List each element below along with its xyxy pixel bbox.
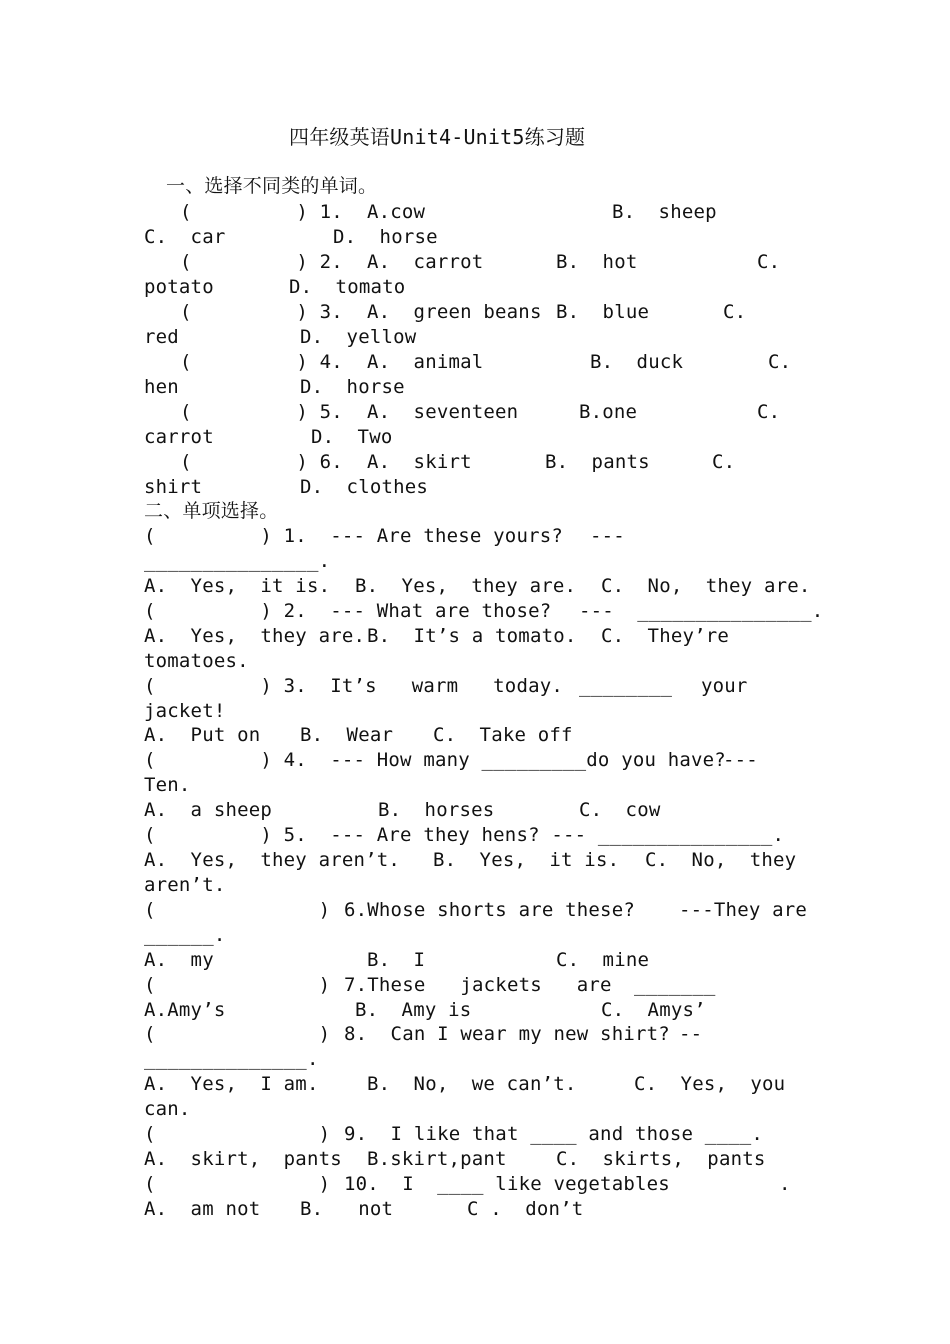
s2-q3-question: ( ) 3. It’s warm today. — [144, 675, 564, 697]
s2-q3-option-b: B. Wear — [300, 724, 394, 746]
s1-q3-option-c-label: C. — [723, 301, 747, 323]
s2-q6-option-c: C. mine — [556, 949, 650, 971]
s2-q1-option-c: C. No, they are. — [601, 575, 811, 597]
s1-q4-option-c-label: C. — [768, 351, 792, 373]
s2-q10-option-a: A. am not — [144, 1198, 261, 1220]
s1-q2-option-d: D. tomato — [289, 276, 406, 298]
s2-q7-question: 7.These jackets are — [344, 974, 612, 996]
s1-q1-option-c: C. car — [144, 226, 226, 248]
s1-q3-option-a: A. green beans — [367, 301, 542, 323]
s2-q1-option-a: A. Yes, it is. — [144, 575, 331, 597]
s2-q1-question: ( ) 1. --- Are these yours? — [144, 525, 564, 547]
s2-q6-question: 6.Whose shorts are these? — [344, 899, 635, 921]
s1-q5-option-a: A. seventeen — [367, 401, 519, 423]
s1-q5-option-b: B.one — [579, 401, 638, 423]
s2-q10-blank: ( ) — [144, 1173, 331, 1195]
s1-q6-option-a: A. skirt — [367, 451, 472, 473]
s1-q6-option-c-label: C. — [712, 451, 736, 473]
s2-q10-question: 10. I ____ like vegetables — [344, 1173, 670, 1195]
s2-q6-answer-blank: ______. — [144, 924, 226, 946]
s2-q5-option-b: B. Yes, it is. — [433, 849, 620, 871]
s2-q7-option-b: B. Amy is — [355, 999, 472, 1021]
s2-q8-option-b: B. No, we can’t. — [367, 1073, 577, 1095]
s1-q5-blank: ( ) 5. — [180, 401, 343, 423]
s1-q1-option-b: B. sheep — [612, 201, 717, 223]
s2-q5-question: ( ) 5. --- Are they hens? --- _______________. — [144, 824, 785, 846]
s1-q5-option-d: D. Two — [311, 426, 393, 448]
s1-q2-option-c: potato — [144, 276, 214, 298]
s2-q2-option-c: C. They’re — [601, 625, 730, 647]
section-2-heading: 二、单项选择。 — [144, 500, 279, 522]
s2-q6-option-b: B. I — [367, 949, 426, 971]
s2-q2-question: ( ) 2. --- What are those? — [144, 600, 552, 622]
section-1-heading: 一、选择不同类的单词。 — [166, 175, 378, 197]
s1-q3-blank: ( ) 3. — [180, 301, 343, 323]
s1-q6-option-d: D. clothes — [300, 476, 429, 498]
s2-q4-option-c: C. cow — [579, 799, 661, 821]
s1-q2-option-a: A. carrot — [367, 251, 484, 273]
s1-q1-blank: ( ) 1. — [180, 201, 343, 223]
s2-q9-option-b: B.skirt,pant — [367, 1148, 507, 1170]
s1-q3-option-b: B. blue — [556, 301, 650, 323]
s1-q6-option-c: shirt — [144, 476, 203, 498]
s2-q3-option-a: A. Put on — [144, 724, 261, 746]
s2-q8-option-c-cont: can. — [144, 1098, 191, 1120]
s2-q10-option-b: B. not — [300, 1198, 394, 1220]
s2-q6-answer: ---They are — [679, 899, 808, 921]
s1-q2-blank: ( ) 2. — [180, 251, 343, 273]
s2-q9-option-c: C. skirts, pants — [556, 1148, 766, 1170]
s1-q5-option-c: carrot — [144, 426, 214, 448]
s2-q9-question: 9. I like that ____ and those ____. — [344, 1123, 764, 1145]
s2-q7-blank: ( ) — [144, 974, 331, 996]
s2-q5-option-c: C. No, they — [645, 849, 797, 871]
s2-q8-option-c: C. Yes, you — [634, 1073, 786, 1095]
s2-q9-blank: ( ) — [144, 1123, 331, 1145]
s2-q2-answer-blank: --- _______________. — [579, 600, 824, 622]
s1-q2-option-b: B. hot — [556, 251, 638, 273]
s2-q5-option-c-cont: aren’t. — [144, 874, 226, 896]
s2-q3-option-c: C. Take off — [433, 724, 573, 746]
s1-q1-option-d: D. horse — [333, 226, 438, 248]
s2-q8-option-a: A. Yes, I am. — [144, 1073, 319, 1095]
s1-q6-blank: ( ) 6. — [180, 451, 343, 473]
s1-q4-option-b: B. duck — [590, 351, 684, 373]
s1-q4-blank: ( ) 4. — [180, 351, 343, 373]
s1-q3-option-c: red — [144, 326, 179, 348]
s2-q2-option-c-cont: tomatoes. — [144, 650, 249, 672]
s1-q4-option-a: A. animal — [367, 351, 484, 373]
s2-q7-option-c: C. Amys’ — [601, 999, 706, 1021]
s2-q5-option-a: A. Yes, they aren’t. — [144, 849, 401, 871]
s2-q7-option-a: A.Amy’s — [144, 999, 226, 1021]
s2-q3-question-end: jacket! — [144, 700, 226, 722]
s2-q8-dash: -- — [679, 1023, 703, 1045]
s1-q4-option-c: hen — [144, 376, 179, 398]
s2-q4-dash: --- — [723, 749, 758, 771]
s2-q1-answer-blank: _______________. — [144, 550, 331, 572]
s2-q4-question: ( ) 4. --- How many _________do you have? — [144, 749, 726, 771]
s2-q8-blank: ( ) — [144, 1023, 331, 1045]
s2-q2-option-a: A. Yes, they are. — [144, 625, 366, 647]
s2-q4-answer: Ten. — [144, 774, 191, 796]
s2-q10-option-c: C . don’t — [467, 1198, 584, 1220]
s2-q9-option-a: A. skirt, pants — [144, 1148, 342, 1170]
s2-q1-dash: --- — [590, 525, 625, 547]
s2-q7-answer-blank: _______ — [634, 974, 716, 996]
s1-q6-option-b: B. pants — [545, 451, 650, 473]
s1-q2-option-c-label: C. — [757, 251, 781, 273]
s1-q1-option-a: A.cow — [367, 201, 426, 223]
s2-q8-question: 8. Can I wear my new shirt? — [344, 1023, 670, 1045]
s1-q5-option-c-label: C. — [757, 401, 781, 423]
s1-q3-option-d: D. yellow — [300, 326, 417, 348]
s2-q3-blank: ________ — [579, 675, 673, 697]
s2-q6-blank: ( ) — [144, 899, 331, 921]
s2-q4-option-b: B. horses — [378, 799, 495, 821]
s2-q3-question-cont: your — [701, 675, 748, 697]
s2-q8-answer-blank: ______________. — [144, 1048, 319, 1070]
s2-q1-option-b: B. Yes, they are. — [355, 575, 577, 597]
s2-q2-option-b: B. It’s a tomato. — [367, 625, 577, 647]
s2-q4-option-a: A. a sheep — [144, 799, 273, 821]
page-title: 四年级英语Unit4-Unit5练习题 — [289, 125, 586, 149]
s2-q10-period: . — [779, 1173, 791, 1195]
s1-q4-option-d: D. horse — [300, 376, 405, 398]
s2-q6-option-a: A. my — [144, 949, 214, 971]
